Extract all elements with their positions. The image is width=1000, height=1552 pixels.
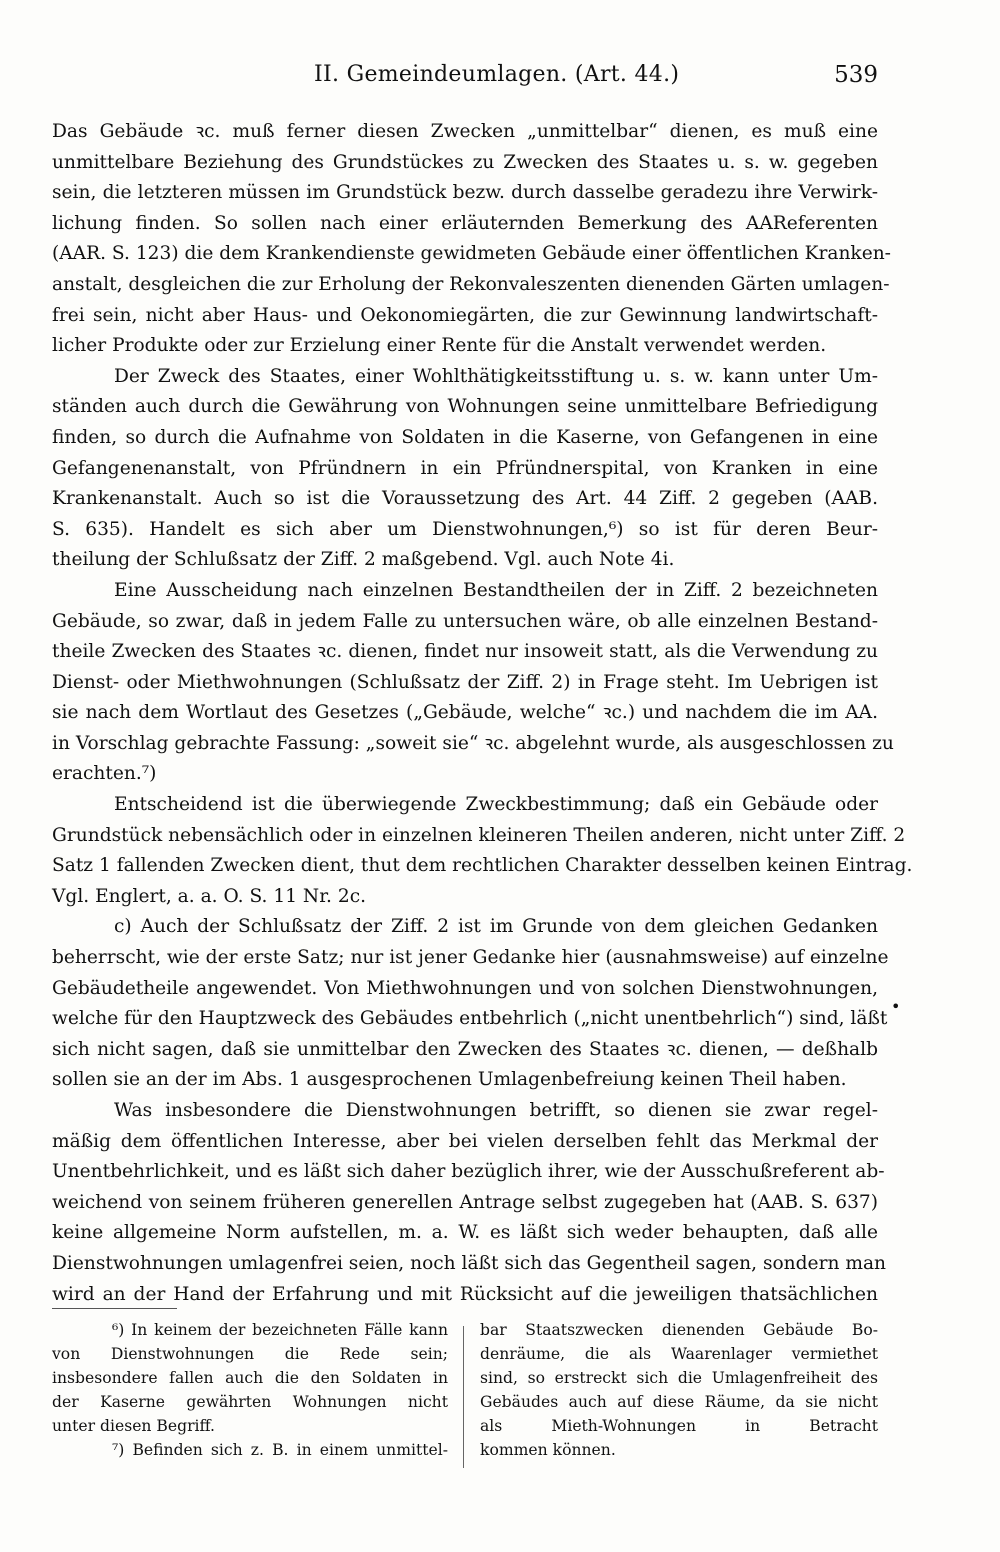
text-line: unmittelbare Beziehung des Grundstückes zu Zwecken des Staates u. s. w. gegeben (52, 151, 878, 173)
text-line: beherrscht, wie der erste Satz; nur ist jener Gedanke hier (ausnahmsweise) auf einzelne (52, 947, 889, 969)
footnote-line: ⁶) In keinem der bezeichneten Fälle kann (112, 1321, 448, 1339)
footnote-line: von Dienstwohnungen die Rede sein; (52, 1345, 448, 1363)
footnote-line: der Kaserne gewährten Wohnungen nicht (52, 1393, 448, 1411)
text-line: S. 635). Handelt es sich aber um Dienstwohnungen,⁶) so ist für deren Beur- (52, 518, 878, 540)
text-line: Eine Ausscheidung nach einzelnen Bestandtheilen der in Ziff. 2 bezeichneten (114, 579, 878, 601)
text-line: Vgl. Englert, a. a. O. S. 11 Nr. 2c. (52, 885, 367, 907)
text-line: keine allgemeine Norm aufstellen, m. a. W. es läßt sich weder behaupten, daß alle (52, 1222, 878, 1244)
text-line: Was insbesondere die Dienstwohnungen betrifft, so dienen sie zwar regel- (114, 1100, 878, 1121)
text-line: c) Auch der Schlußsatz der Ziff. 2 ist im Grunde von dem gleichen Gedanken (114, 916, 878, 938)
body-text (52, 117, 913, 1310)
text-line: Unentbehrlichkeit, und es läßt sich daher bezüglich ihrer, wie der Ausschußreferent ab- (52, 1161, 885, 1183)
text-line: Der Zweck des Staates, einer Wohlthätigkeitsstiftung u. s. w. kann unter Um- (114, 365, 878, 387)
text-line: Gebäudetheile angewendet. Von Miethwohnungen und von solchen Dienstwohnungen, (52, 977, 878, 999)
text-line: Satz 1 fallenden Zwecken dient, thut dem rechtlichen Charakter desselben keinen Eintrag. (52, 855, 913, 877)
text-line: Grundstück nebensächlich oder in einzelnen kleineren Theilen anderen, nicht unter Ziff. 2 (52, 824, 906, 846)
text-line: Dienstwohnungen umlagenfrei seien, noch läßt sich das Gegentheil sagen, sondern man (52, 1252, 887, 1274)
text-line: Gefangenenanstalt, von Pfründnern in ein Pfründnerspital, von Kranken in eine (52, 457, 878, 479)
footnote-line: Gebäudes auch auf diese Räume, da sie nicht (480, 1393, 878, 1411)
text-line: (AAR. S. 123) die dem Krankendienste gewidmeten Gebäude einer öffentlichen Kranken- (52, 243, 891, 265)
running-title: II. Gemeindeumlagen. (Art. 44.) (314, 62, 680, 87)
footnote-line: insbesondere fallen auch die den Soldaten in (52, 1369, 448, 1387)
text-line: sie nach dem Wortlaut des Gesetzes („Gebäude, welche“ ꝛc.) und nachdem die im AA. (52, 702, 878, 724)
text-line: lichung finden. So sollen nach einer erläuternden Bemerkung des AAReferenten (52, 212, 878, 234)
text-line: Das Gebäude ꝛc. muß ferner diesen Zwecken „unmittelbar“ dienen, es muß eine (52, 121, 878, 142)
footnote-column-divider (463, 1326, 464, 1468)
text-line: Gebäude, so zwar, daß in jedem Falle zu untersuchen wäre, ob alle einzelnen Bestand- (52, 610, 878, 632)
margin-mark: • (891, 997, 901, 1016)
page-number: 539 (834, 62, 878, 88)
footnote-line: unter diesen Begriff. (52, 1417, 216, 1435)
text-line: Krankenanstalt. Auch so ist die Voraussetzung des Art. 44 Ziff. 2 gegeben (AAB. (52, 488, 878, 510)
text-line: sollen sie an der im Abs. 1 ausgesprochenen Umlagenbefreiung keinen Theil haben. (52, 1069, 847, 1091)
text-line: erachten.⁷) (52, 763, 157, 785)
text-line: sein, die letzteren müssen im Grundstück bezw. durch dasselbe geradezu ihre Verwirk- (52, 182, 878, 204)
footnotes-right-column (480, 1318, 878, 1462)
footnote-line: kommen können. (480, 1441, 616, 1459)
footnote-line: sind, so erstreckt sich die Umlagenfreiheit des (480, 1369, 878, 1387)
text-line: ständen auch durch die Gewährung von Wohnungen seine unmittelbare Befriedigung (52, 396, 878, 418)
text-line: Dienst- oder Miethwohnungen (Schlußsatz der Ziff. 2) in Frage steht. Im Uebrigen ist (52, 671, 878, 693)
text-line: licher Produkte oder zur Erzielung einer Rente für die Anstalt verwendet werden. (52, 335, 827, 357)
text-line: theilung der Schlußsatz der Ziff. 2 maßgebend. Vgl. auch Note 4i. (52, 549, 675, 571)
footnote-line: denräume, die als Waarenlager vermiethet (480, 1345, 878, 1363)
footnotes-left-column (52, 1318, 448, 1462)
text-line: anstalt, desgleichen die zur Erholung der Rekonvaleszenten dienenden Gärten umlagen- (52, 273, 890, 295)
text-line: weichend von seinem früheren generellen Antrage selbst zugegeben hat (AAB. S. 637) (52, 1191, 878, 1213)
footnote-line: ⁷) Befinden sich z. B. in einem unmittel- (112, 1441, 448, 1459)
text-line: theile Zwecken des Staates ꝛc. dienen, findet nur insoweit statt, als die Verwendung zu (52, 641, 878, 663)
text-line: wird an der Hand der Erfahrung und mit Rücksicht auf die jeweiligen thatsächlichen (52, 1283, 878, 1305)
text-line: in Vorschlag gebrachte Fassung: „soweit sie“ ꝛc. abgelehnt wurde, als ausgeschlossen zu (52, 732, 894, 754)
text-line: sich nicht sagen, daß sie unmittelbar den Zwecken des Staates ꝛc. dienen, — deßhalb (52, 1038, 878, 1060)
footnote-line: bar Staatszwecken dienenden Gebäude Bo- (480, 1321, 878, 1339)
text-line: Entscheidend ist die überwiegende Zweckbestimmung; daß ein Gebäude oder (114, 794, 878, 816)
footnote-line: als Mieth-Wohnungen in Betracht (480, 1417, 878, 1435)
text-line: frei sein, nicht aber Haus- und Oekonomiegärten, die zur Gewinnung landwirtschaft- (52, 304, 878, 326)
text-line: finden, so durch die Aufnahme von Soldaten in die Kaserne, von Gefangenen in eine (52, 426, 878, 448)
text-line: mäßig dem öffentlichen Interesse, aber bei vielen derselben fehlt das Merkmal der (52, 1130, 878, 1152)
text-line: welche für den Hauptzweck des Gebäudes entbehrlich („nicht unentbehrlich“) sind, läßt (52, 1008, 888, 1030)
footnote-divider (52, 1308, 177, 1309)
running-head (52, 62, 878, 94)
